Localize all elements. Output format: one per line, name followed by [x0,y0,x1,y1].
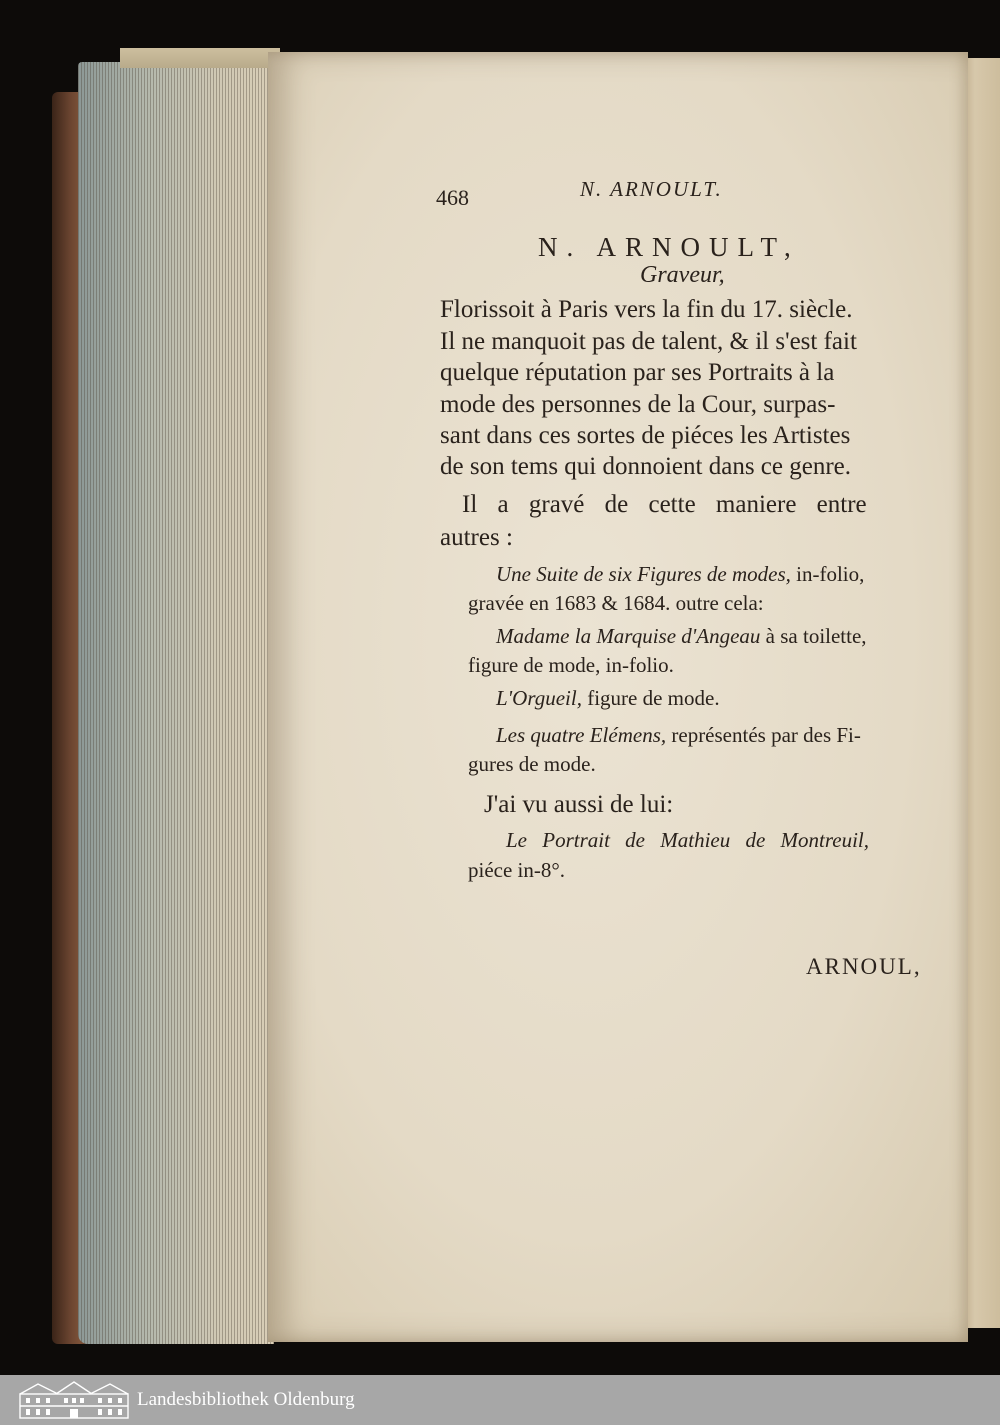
work-detail: in-folio, [790,562,865,586]
text-line: autres : [440,524,513,551]
library-name: Landesbibliothek Oldenburg [137,1389,355,1410]
footer-bar [0,1375,1000,1425]
work-line2: gures de mode. [468,752,596,776]
page-edges [78,62,274,1344]
work-item [496,622,867,651]
work-item [496,721,861,750]
work-line2: gravée en 1683 & 1684. outre cela: [468,591,764,615]
text-line: Florissoit à Paris vers la fin du 17. siècle. [440,296,853,323]
paragraph-also: J'ai vu aussi de lui: [484,791,674,818]
text-line: Il ne manquoit pas de talent, & il s'est fait [440,328,857,355]
work-title: L'Orgueil, [496,686,582,710]
work-item [496,684,720,713]
work-title: Madame la Marquise d'Angeau [496,624,761,648]
work-detail: représentés par des Fi- [666,723,861,747]
text-line: sant dans ces sortes de piéces les Artistes [440,422,851,449]
work-detail: figure de mode. [581,686,720,710]
text-line: quelque réputation par ses Portraits à la [440,359,835,386]
running-head: N. ARNOULT. [580,177,723,201]
text-line: Il a gravé de cette maniere entre [462,491,867,518]
page-number: 468 [436,185,469,210]
text-line: de son tems qui donnoient dans ce genre. [440,453,852,480]
last-work-line2: piéce in-8°. [468,858,566,882]
entry-title: N. ARNOULT, [538,232,800,262]
work-item [496,560,864,589]
work-line2: figure de mode, in-folio. [468,653,674,677]
last-work-title: Le Portrait de Mathieu de Montreuil, [506,828,870,852]
work-title: Les quatre Elémens, [496,723,667,747]
entry-subtitle: Graveur, [640,262,725,288]
work-title: Une Suite de six Figures de modes, [496,562,791,586]
library-building-logo [18,1380,130,1420]
text-line: mode des personnes de la Cour, surpas- [440,391,836,418]
book-page [268,52,968,1342]
page-edges-top [120,48,280,68]
work-detail: à sa toilette, [760,624,867,648]
catchword: ARNOUL, [806,954,922,979]
